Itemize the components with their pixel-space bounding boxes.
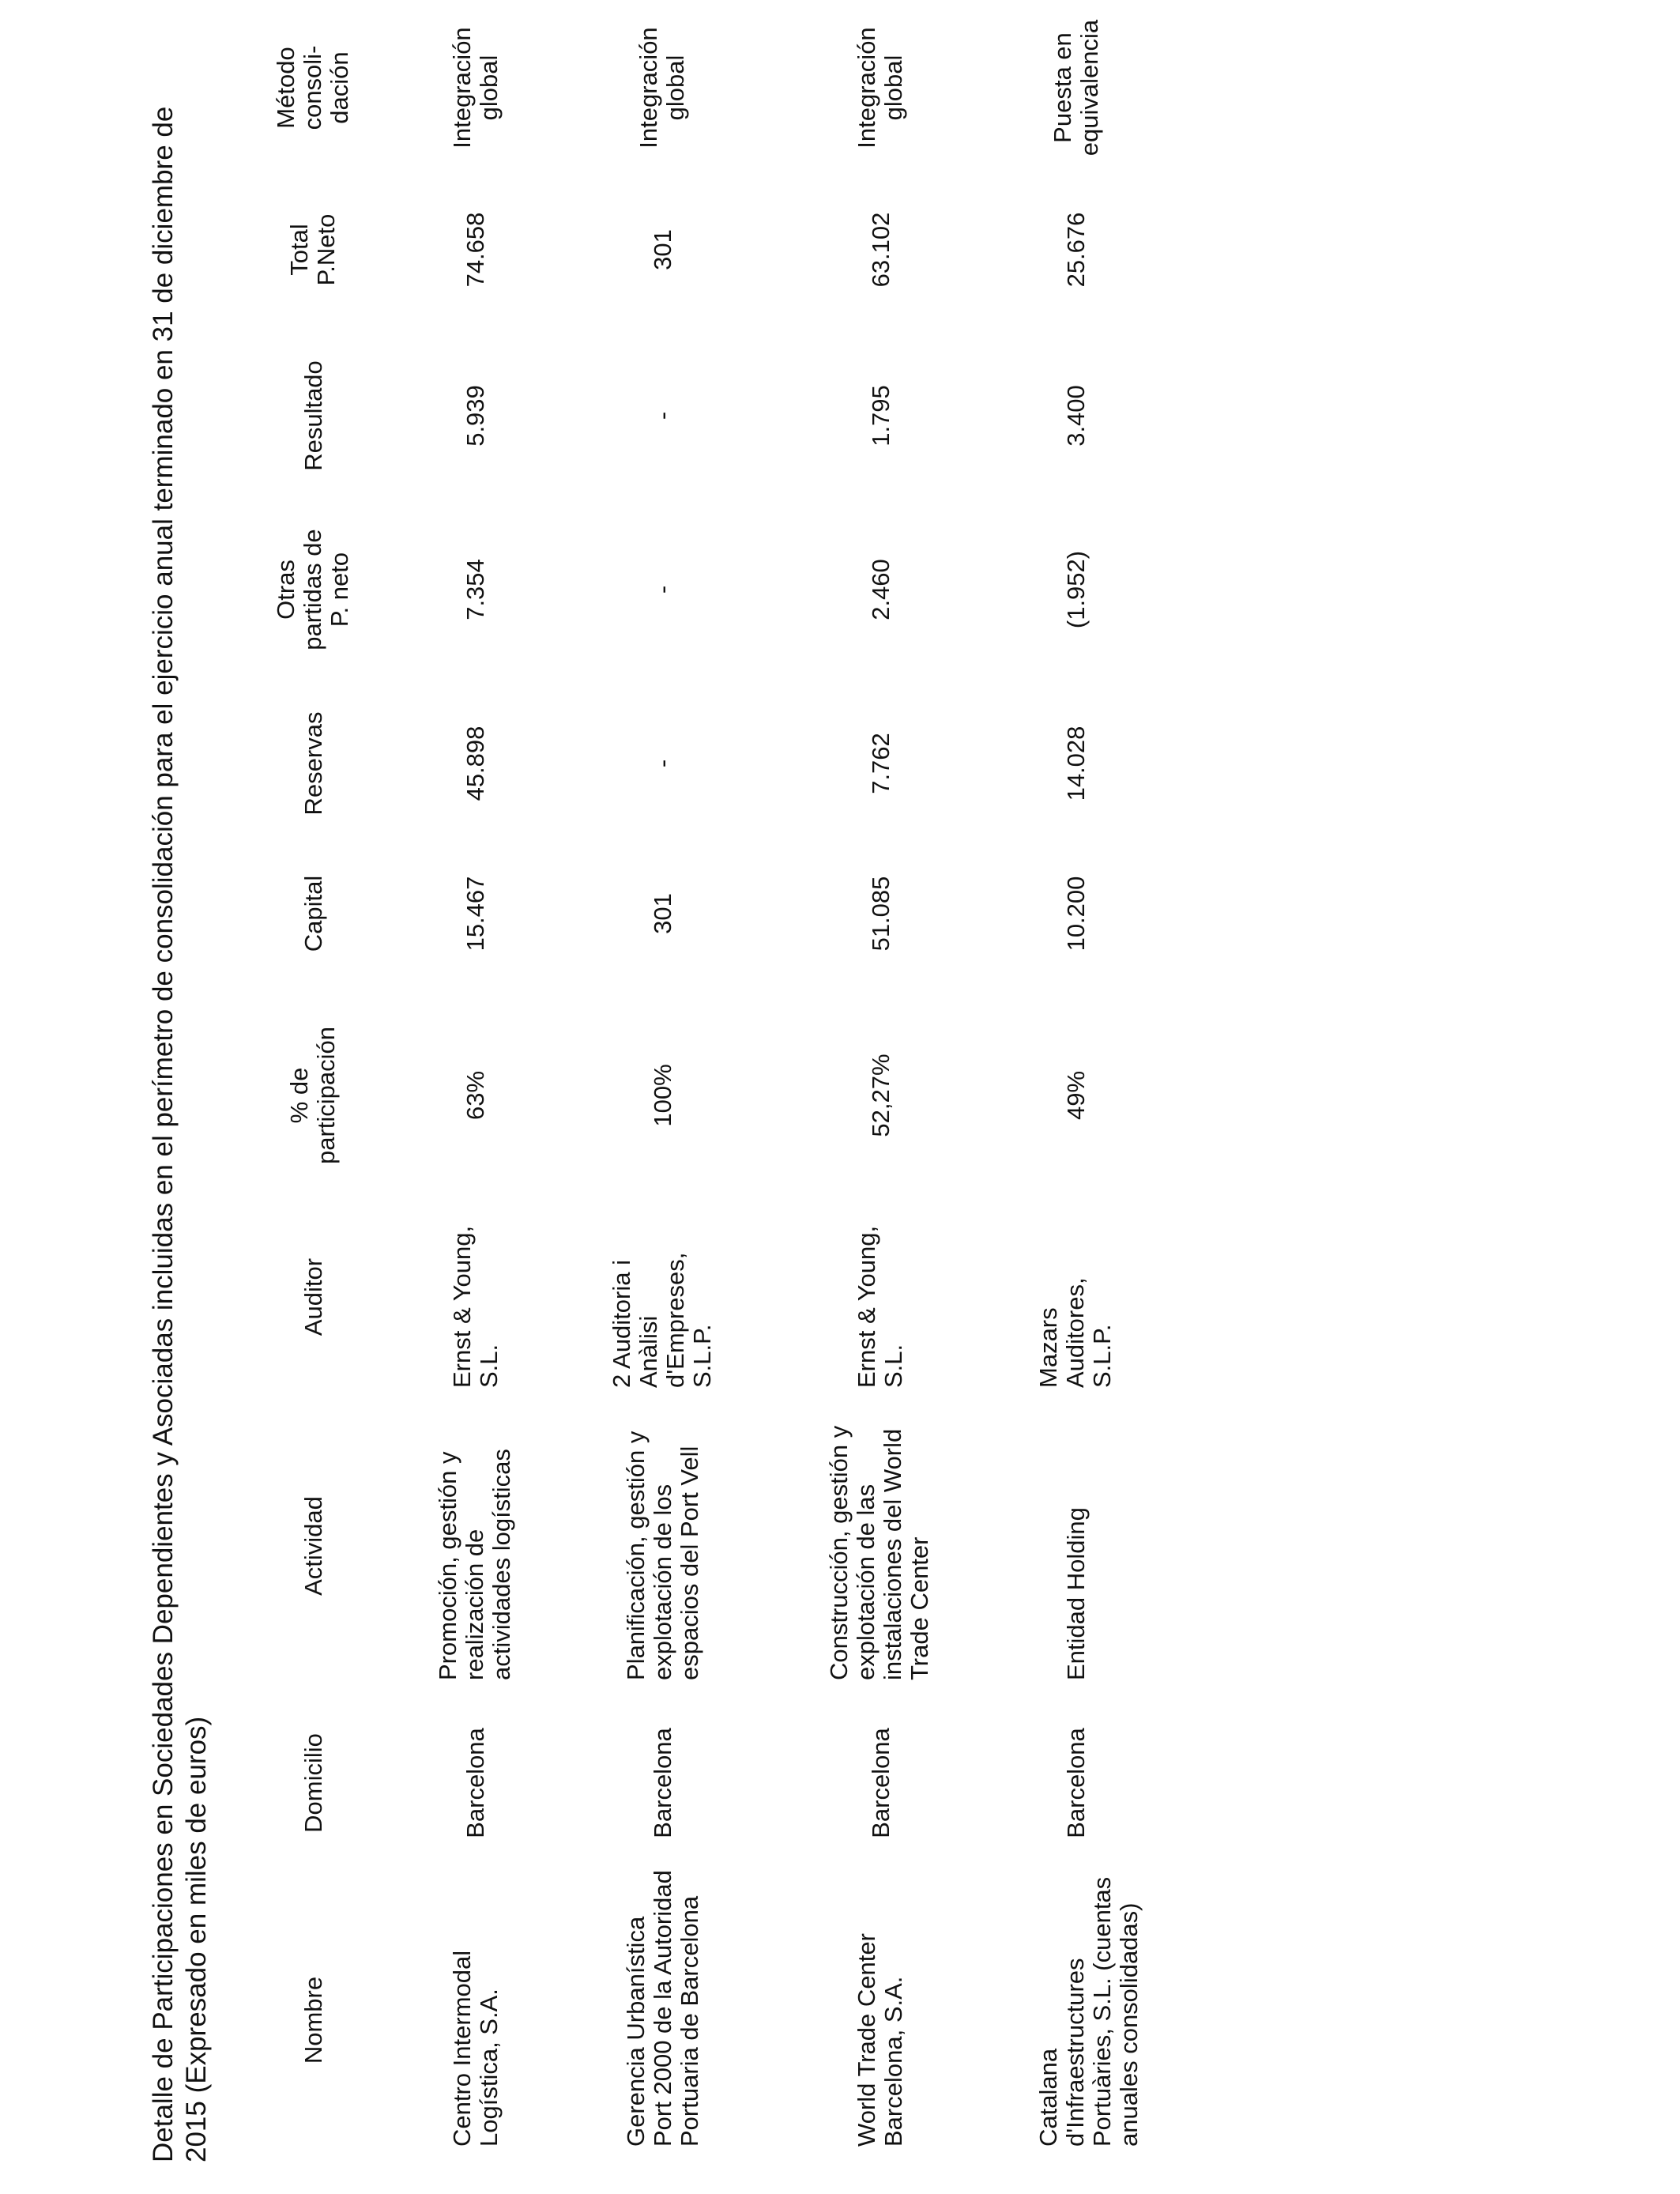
row-1-capital: 15.467: [461, 876, 489, 952]
row-1-otras: 7.354: [461, 559, 489, 620]
header-otras: Otras partidas de P. neto: [272, 529, 353, 650]
row-4-actividad: Entidad Holding: [1062, 1507, 1090, 1680]
row-2-metodo: Integración global: [635, 27, 689, 149]
row-3-reservas: 7.762: [867, 733, 895, 794]
row-1-resultado: 5.939: [461, 385, 489, 447]
header-reservas: Reservas: [299, 711, 327, 816]
row-3-otras: 2.460: [867, 559, 895, 620]
header-metodo: Método consoli- dación: [272, 45, 353, 130]
row-4-total: 25.676: [1062, 212, 1090, 288]
row-3-auditor: Ernst & Young, S.L.: [853, 1225, 907, 1388]
row-4-resultado: 3.400: [1062, 385, 1090, 447]
row-3-nombre: World Trade Center Barcelona, S.A.: [853, 1933, 907, 2147]
row-4-domicilio: Barcelona: [1062, 1728, 1090, 1838]
row-2-participacion: 100%: [649, 1064, 676, 1127]
header-nombre: Nombre: [299, 1976, 327, 2064]
header-total: Total P.Neto: [285, 213, 340, 286]
header-actividad: Actividad: [299, 1496, 327, 1596]
row-1-auditor: Ernst & Young, S.L.: [448, 1225, 503, 1388]
row-3-participacion: 52,27%: [867, 1054, 895, 1137]
row-4-metodo: Puesta en equivalencia: [1049, 19, 1103, 156]
row-1-participacion: 63%: [461, 1070, 489, 1121]
row-2-otras: -: [649, 585, 676, 594]
row-2-total: 301: [649, 229, 676, 270]
row-4-participacion: 49%: [1062, 1070, 1090, 1121]
row-1-domicilio: Barcelona: [461, 1728, 489, 1838]
row-2-capital: 301: [649, 893, 676, 934]
row-1-actividad: Promoción, gestión y realización de actividades logísticas: [434, 1449, 515, 1680]
row-1-reservas: 45.898: [461, 726, 489, 801]
header-resultado: Resultado: [299, 360, 327, 471]
row-2-nombre: Gerencia Urbanística Port 2000 de la Autoridad Portuaria de Barcelona: [622, 1870, 703, 2147]
header-participacion: % de participación: [285, 1026, 340, 1165]
row-4-auditor: Mazars Auditores, S.L.P.: [1034, 1277, 1116, 1388]
row-4-capital: 10.200: [1062, 876, 1090, 952]
row-2-actividad: Planificación, gestión y explotación de los espacios del Port Vell: [622, 1431, 703, 1680]
row-3-resultado: 1.795: [867, 385, 895, 447]
header-capital: Capital: [299, 875, 327, 952]
row-2-auditor: 2 Auditoria i Anàlisi d'Empreses, S.L.P.: [608, 1252, 716, 1388]
row-2-domicilio: Barcelona: [649, 1728, 676, 1838]
header-domicilio: Domicilio: [299, 1733, 327, 1833]
row-2-reservas: -: [649, 759, 676, 768]
row-3-total: 63.102: [867, 212, 895, 288]
row-3-capital: 51.085: [867, 876, 895, 952]
document-title: Detalle de Participaciones en Sociedades Dependientes y Asociadas incluidas en el perímetro de consolidación para el ejercicio anual terminado en 31 de diciembre de 2015 (Expresado en miles de euros): [148, 106, 212, 2162]
row-1-total: 74.658: [461, 212, 489, 288]
row-3-metodo: Integración global: [853, 27, 907, 149]
row-2-resultado: -: [649, 411, 676, 420]
row-3-actividad: Construcción, gestión y explotación de las instalaciones del World Trade Center: [825, 1425, 933, 1680]
header-auditor: Auditor: [299, 1257, 327, 1336]
row-1-metodo: Integración global: [448, 27, 503, 149]
row-1-nombre: Centro Intermodal Logística, S.A.: [448, 1950, 503, 2147]
row-4-nombre: Catalana d'Infraestructures Portuàries, S.L. (cuentas anuales consolidadas): [1034, 1876, 1143, 2147]
row-4-otras: (1.952): [1062, 550, 1090, 629]
row-4-reservas: 14.028: [1062, 726, 1090, 801]
row-3-domicilio: Barcelona: [867, 1728, 895, 1838]
